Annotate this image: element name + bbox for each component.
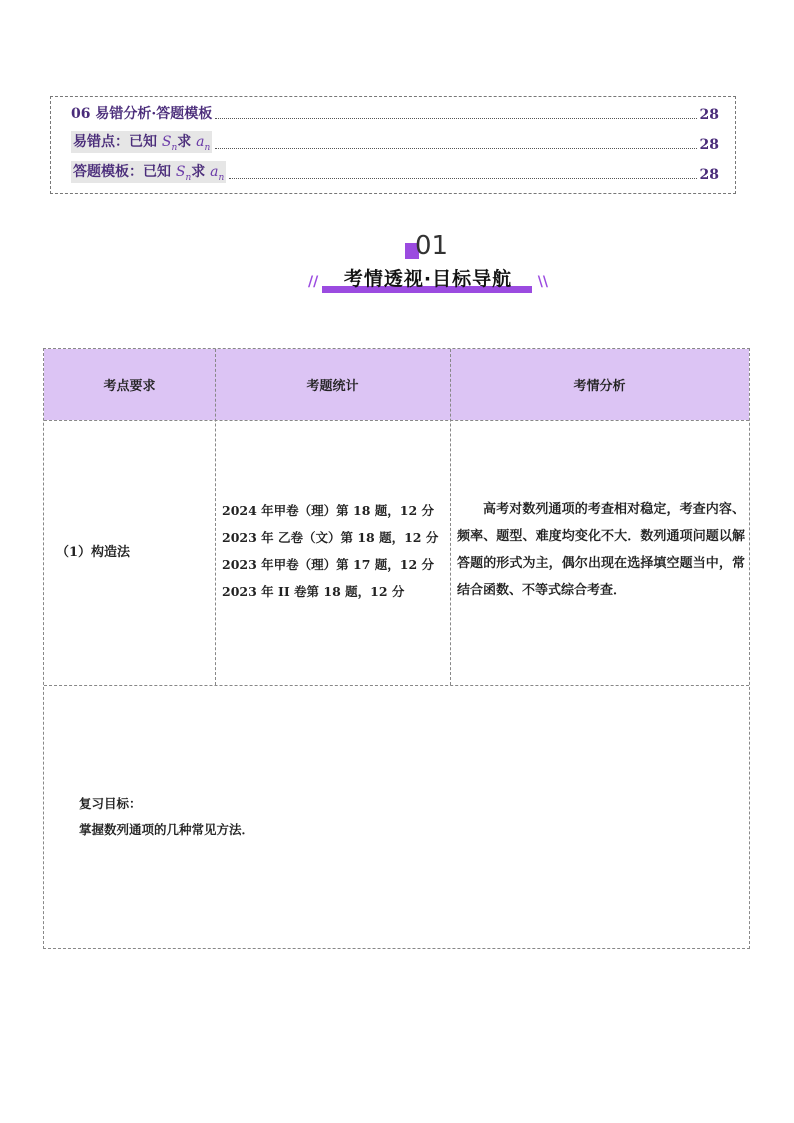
math-subscript: n bbox=[185, 173, 192, 183]
column-divider bbox=[450, 349, 451, 685]
analysis-cell: 高考对数列通项的考查相对稳定，考查内容、频率、题型、难度均变化不大．数列通项问题以解答题的形式为主，偶尔出现在选择填空题当中，常结合函数、不等式综合考查． bbox=[457, 502, 745, 598]
math-a-n bbox=[196, 134, 211, 153]
toc-item[interactable] bbox=[71, 161, 719, 183]
math-subscript: n bbox=[171, 143, 178, 153]
review-goals bbox=[79, 791, 254, 843]
math-subscript: n bbox=[218, 173, 225, 183]
header-statistics: 考题统计 bbox=[215, 349, 450, 420]
stat-line: 2023 年 乙卷（文）第 18 题，12 分 bbox=[222, 530, 439, 545]
toc-leader-dots bbox=[229, 177, 696, 179]
row-divider bbox=[44, 420, 749, 421]
header-analysis: 考情分析 bbox=[450, 349, 749, 420]
statistics-cell bbox=[222, 497, 438, 605]
toc-item[interactable] bbox=[71, 131, 719, 153]
title-left-decoration: // bbox=[308, 274, 319, 290]
toc-item-label bbox=[71, 161, 226, 183]
stat-line: 2023 年 II 卷第 18 题，12 分 bbox=[222, 584, 405, 599]
section-number-text: 01 bbox=[415, 231, 449, 261]
toc-item-label bbox=[71, 131, 212, 153]
toc-label-text: 求 bbox=[177, 134, 192, 151]
math-symbol: S bbox=[175, 164, 186, 181]
math-subscript: n bbox=[204, 143, 211, 153]
math-symbol: a bbox=[196, 134, 205, 151]
column-divider bbox=[215, 349, 216, 685]
goals-title: 复习目标： bbox=[79, 796, 142, 811]
requirement-cell: （1）构造法 bbox=[56, 545, 131, 560]
math-s-n bbox=[161, 134, 178, 153]
row-divider bbox=[44, 685, 749, 686]
toc-page-number: 28 bbox=[699, 167, 719, 183]
title-right-decoration: \\ bbox=[537, 274, 548, 290]
toc-leader-dots bbox=[215, 147, 696, 149]
math-symbol: a bbox=[210, 164, 219, 181]
stat-line: 2023 年甲卷（理）第 17 题，12 分 bbox=[222, 557, 434, 572]
stat-line: 2024 年甲卷（理）第 18 题，12 分 bbox=[222, 503, 434, 518]
table-of-contents bbox=[50, 96, 736, 194]
math-a-n bbox=[210, 164, 225, 183]
header-requirement: 考点要求 bbox=[44, 349, 215, 420]
toc-page-number: 28 bbox=[699, 137, 719, 153]
toc-page-number: 28 bbox=[699, 107, 719, 123]
goals-text: 掌握数列通项的几种常见方法． bbox=[79, 822, 255, 837]
toc-label-text: 求 bbox=[191, 164, 206, 181]
section-number bbox=[405, 232, 448, 260]
toc-label-text: 答题模板：已知 bbox=[73, 164, 171, 181]
math-s-n bbox=[175, 164, 192, 183]
math-symbol: S bbox=[161, 134, 172, 151]
toc-leader-dots bbox=[215, 117, 696, 119]
toc-label-text: 易错点：已知 bbox=[73, 134, 157, 151]
section-title: 考情透视·目标导航 bbox=[343, 268, 513, 290]
exam-analysis-table bbox=[43, 348, 750, 949]
toc-item-label: 06 易错分析·答题模板 bbox=[71, 106, 213, 122]
toc-item[interactable] bbox=[71, 101, 719, 123]
section-title-block bbox=[308, 264, 548, 294]
